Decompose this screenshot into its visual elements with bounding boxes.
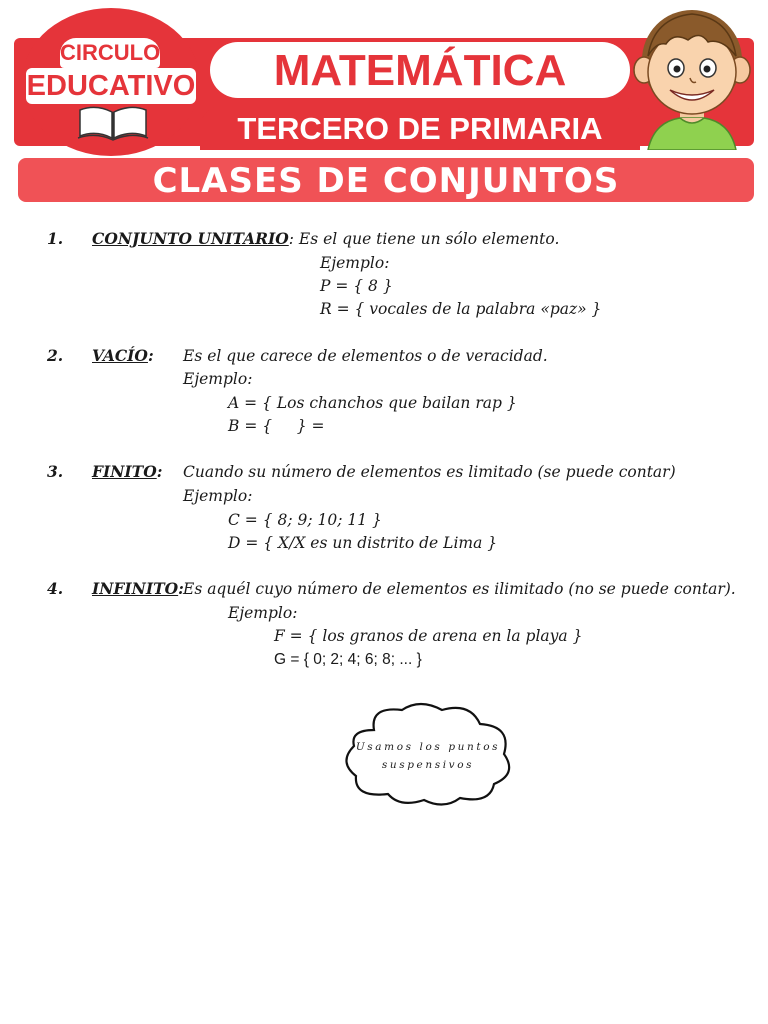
item-1-definition: Es el que tiene un sólo elemento. [293, 230, 560, 248]
item-2-term-suffix: : [147, 346, 154, 365]
item-1-term: CONJUNTO UNITARIO [92, 229, 289, 248]
item-4-example-1: F = { los granos de arena en la playa } [274, 627, 583, 645]
cloud-note [340, 738, 516, 774]
item-2-example-2: B = { } = [228, 417, 325, 435]
item-1-example-2: R = { vocales de la palabra «paz» } [320, 300, 602, 318]
item-2-number: 2. [47, 346, 64, 365]
page-title: MATEMÁTICA [273, 46, 567, 95]
item-4-example-label: Ejemplo: [228, 604, 298, 622]
page-subtitle: TERCERO DE PRIMARIA [237, 111, 603, 146]
item-3-term-suffix: : [156, 462, 163, 481]
item-3-definition: Cuando su número de elementos es limitado (se puede contar) [183, 463, 676, 481]
item-1-example-1: P = { 8 } [320, 277, 393, 295]
item-4-example-2: G = { 0; 2; 4; 6; 8; ... } [274, 651, 422, 668]
item-2-example-label: Ejemplo: [183, 370, 253, 388]
header-banner [0, 0, 768, 150]
item-2-example-1: A = { Los chanchos que bailan rap } [228, 394, 517, 412]
item-4-heading [92, 579, 184, 599]
item-3-example-2: D = { X/X es un distrito de Lima } [228, 534, 498, 552]
open-book-icon [76, 104, 150, 142]
item-4-number: 4. [47, 579, 64, 598]
cloud-note-line-2: suspensivos [381, 759, 475, 771]
item-1-example-label: Ejemplo: [320, 254, 390, 272]
logo-text-bottom: EDUCATIVO [26, 70, 196, 102]
item-1-number: 1. [47, 229, 64, 248]
logo-text-top: CIRCULO [60, 38, 160, 68]
boy-avatar-icon [630, 4, 754, 150]
cloud-note-line-1: Usamos los puntos [355, 741, 501, 753]
item-1-term-suffix: : [288, 230, 294, 248]
item-4-definition: Es aquél cuyo número de elementos es ilimitado (no se puede contar). [183, 580, 736, 598]
section-title: CLASES DE CONJUNTOS [152, 161, 620, 201]
item-2-term: VACÍO [92, 346, 148, 365]
item-3-number: 3. [47, 462, 64, 481]
item-2-definition: Es el que carece de elementos o de veracidad. [183, 347, 548, 365]
item-1-heading [92, 229, 559, 249]
item-3-example-label: Ejemplo: [183, 487, 253, 505]
item-3-term: FINITO [92, 462, 157, 481]
item-3-example-1: C = { 8; 9; 10; 11 } [228, 511, 382, 529]
item-3-heading [92, 462, 162, 482]
item-4-term-suffix: : [178, 579, 184, 598]
item-4-term: INFINITO [92, 579, 179, 598]
item-2-heading [92, 346, 154, 366]
